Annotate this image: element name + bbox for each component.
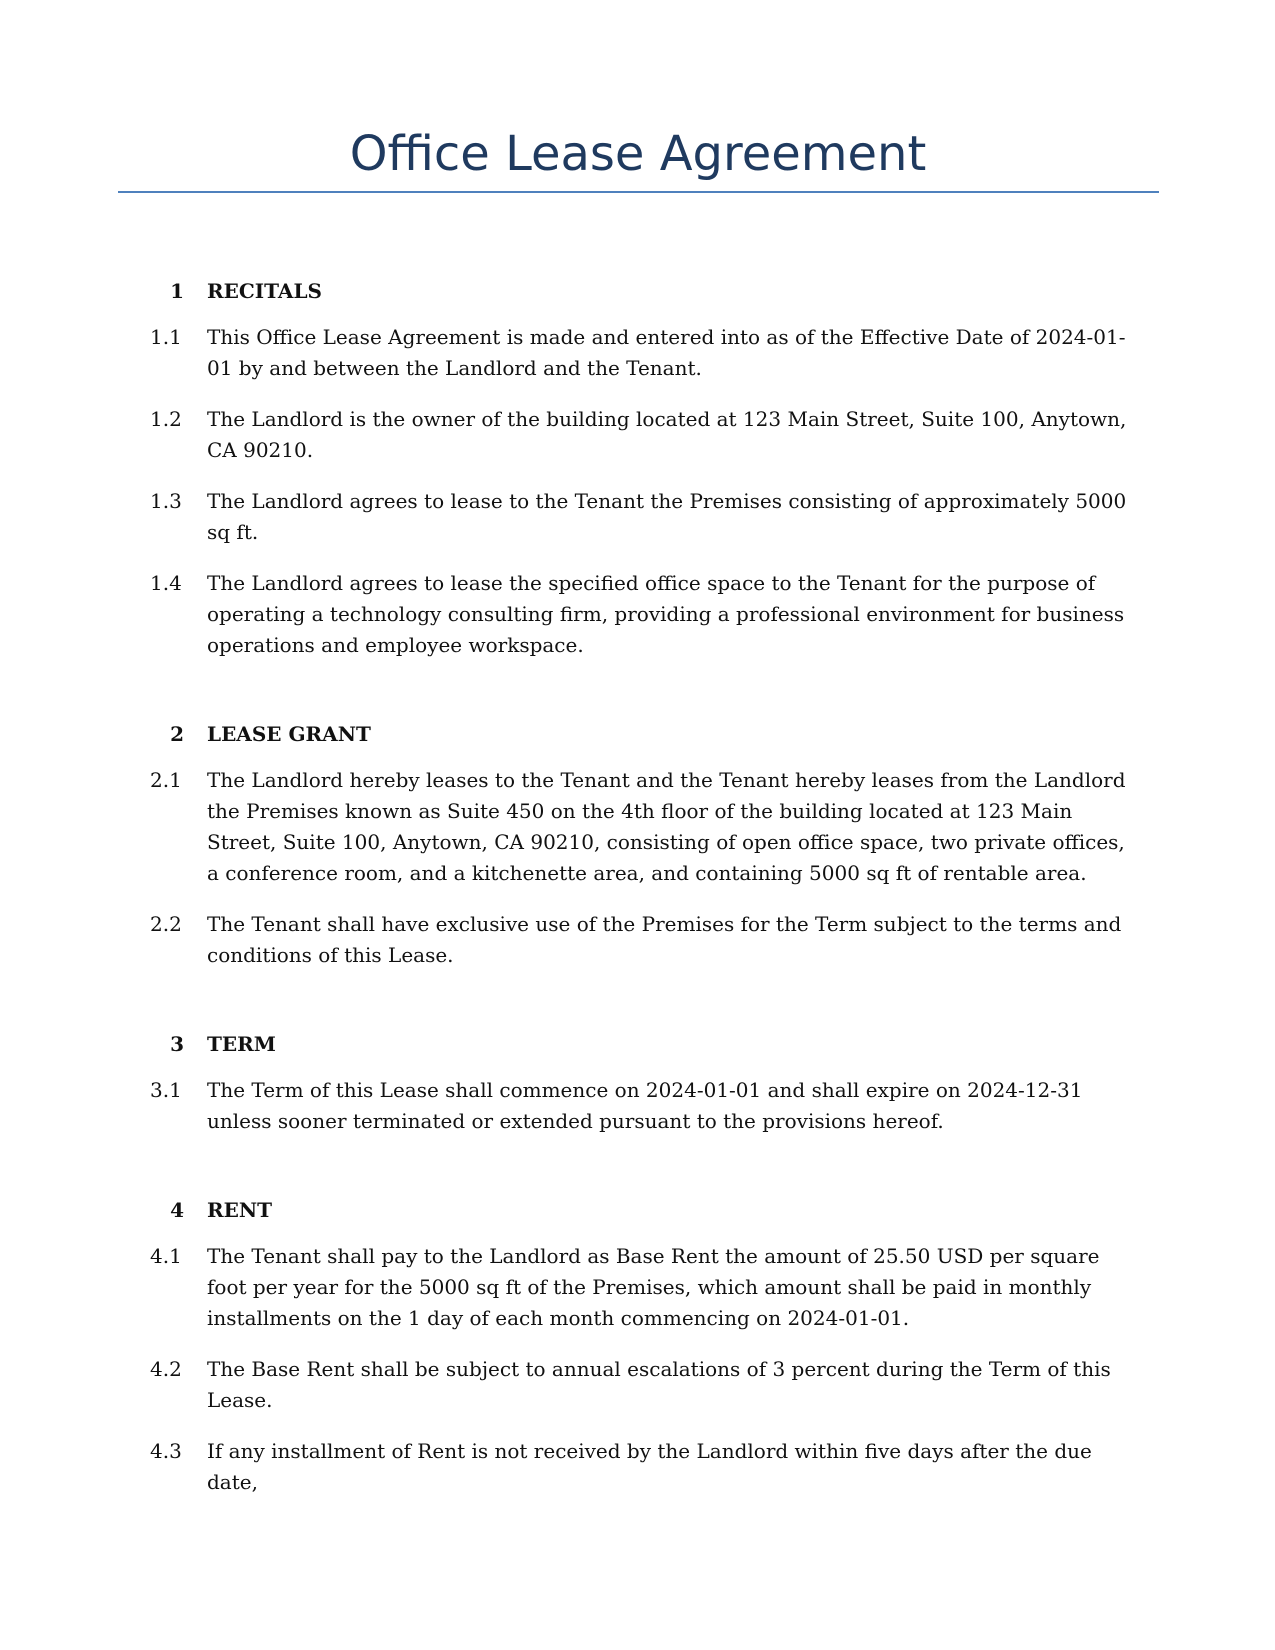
section-heading: [0, 1023, 1275, 1065]
section-title: RECITALS: [207, 279, 322, 303]
clause-number: 4.3: [150, 1439, 182, 1463]
clause: [0, 1241, 1132, 1334]
clause-text: The Landlord agrees to lease to the Tenant the Premises consisting of approximately 5000 sq ft.: [207, 489, 1127, 544]
section-rent: [0, 1189, 1275, 1498]
clause-text: The Base Rent shall be subject to annual escalations of 3 percent during the Term of this Lease.: [207, 1357, 1111, 1412]
section-heading: [0, 713, 1275, 755]
clause-number: 3.1: [150, 1078, 182, 1102]
document-body: [0, 270, 1275, 1518]
section-number: 4: [170, 1198, 184, 1222]
section-title: TERM: [207, 1032, 276, 1056]
clause-number: 4.1: [150, 1244, 182, 1268]
clause-text: The Tenant shall have exclusive use of the Premises for the Term subject to the terms and conditions of this Lease.: [207, 912, 1122, 967]
clause-number: 2.1: [150, 768, 182, 792]
clause-text: The Term of this Lease shall commence on 2024-01-01 and shall expire on 2024-12-31 unless sooner terminated or extended pursuant to the provisions hereof.: [207, 1078, 1083, 1133]
clause-text: If any installment of Rent is not received by the Landlord within five days after the due date,: [207, 1439, 1092, 1494]
clause: [0, 486, 1132, 548]
clause: [0, 568, 1132, 661]
clause-number: 1.1: [150, 325, 182, 349]
section-lease-grant: [0, 713, 1275, 971]
clause: [0, 765, 1132, 889]
clause: [0, 404, 1132, 466]
section-heading: [0, 1189, 1275, 1231]
clause: [0, 1075, 1132, 1137]
clause-text: The Landlord agrees to lease the specified office space to the Tenant for the purpose of operating a technology consulting firm, providing a professional environment for business operations and employee workspace.: [207, 571, 1125, 657]
section-number: 1: [170, 279, 184, 303]
clause-text: The Landlord is the owner of the building located at 123 Main Street, Suite 100, Anytown, CA 90210.: [207, 407, 1127, 462]
section-recitals: [0, 270, 1275, 661]
section-heading: [0, 270, 1275, 312]
clause-number: 1.3: [150, 489, 182, 513]
document-title: Office Lease Agreement: [349, 126, 927, 182]
clause-text: The Tenant shall pay to the Landlord as Base Rent the amount of 25.50 USD per square foot per year for the 5000 sq ft of the Premises, which amount shall be paid in monthly installments on the 1 day of each month commencing on 2024-01-01.: [207, 1244, 1100, 1330]
section-title: RENT: [207, 1198, 273, 1222]
clause-text: The Landlord hereby leases to the Tenant and the Tenant hereby leases from the Landlord the Premises known as Suite 450 on the 4th floor of the building located at 123 Main Street, Suite 100, Anytown, CA 90210, consisting of open office space, two private offices, a conference room, and a kitchenette area, and containing 5000 sq ft of rentable area.: [207, 768, 1126, 885]
section-number: 3: [170, 1032, 184, 1056]
section-title: LEASE GRANT: [207, 722, 371, 746]
clause-number: 1.4: [150, 571, 182, 595]
clause-number: 2.2: [150, 912, 182, 936]
section-term: [0, 1023, 1275, 1137]
clause: [0, 1354, 1132, 1416]
clause-number: 1.2: [150, 407, 182, 431]
clause-text: This Office Lease Agreement is made and entered into as of the Effective Date of 2024-01-01 by and between the Landlord and the Tenant.: [207, 325, 1126, 380]
clause: [0, 322, 1132, 384]
title-underline: [118, 191, 1159, 193]
section-number: 2: [170, 722, 184, 746]
clause: [0, 909, 1132, 971]
clause-number: 4.2: [150, 1357, 182, 1381]
clause: [0, 1436, 1132, 1498]
